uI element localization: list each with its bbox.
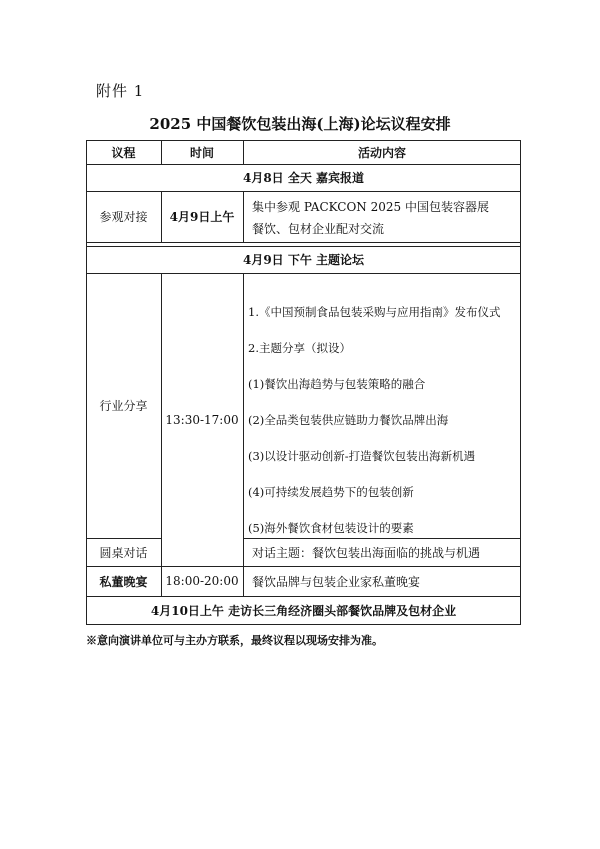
header-time: 时间 xyxy=(189,145,214,160)
list-item: (1)餐饮出海趋势与包装策略的融合 xyxy=(248,377,426,391)
banquet-content: 餐饮品牌与包装企业家私董晚宴 xyxy=(252,574,421,589)
day1-row: 4月8日 全天 嘉宾报道 xyxy=(242,171,365,185)
list-item: (3)以设计驱动创新-打造餐饮包装出海新机遇 xyxy=(248,449,476,463)
page-title: 2025 中国餐饮包装出海(上海)论坛议程安排 xyxy=(149,115,451,133)
banquet-agenda: 私董晚宴 xyxy=(99,574,148,589)
visit-time: 4月9日上午 xyxy=(169,210,235,224)
day3-row: 4月10日上午 走访长三角经济圈头部餐饮品牌及包材企业 xyxy=(150,603,457,618)
banquet-time: 18:00-20:00 xyxy=(165,574,239,588)
attachment-label: 附件 1 xyxy=(96,82,145,100)
industry-items xyxy=(248,302,500,554)
industry-agenda: 行业分享 xyxy=(99,399,148,413)
footnote: ※意向演讲单位可与主办方联系，最终议程以现场安排为准。 xyxy=(86,634,383,647)
list-item: (5)海外餐饮食材包装设计的要素 xyxy=(248,521,414,535)
list-item: 1.《中国预制食品包装采购与应用指南》发布仪式 xyxy=(248,305,501,319)
header-agenda: 议程 xyxy=(111,145,136,160)
industry-time: 13:30-17:00 xyxy=(165,412,239,427)
afternoon-row: 4月9日 下午 主题论坛 xyxy=(242,253,365,267)
list-item: 2.主题分享（拟设） xyxy=(248,341,351,355)
roundtable-agenda: 圆桌对话 xyxy=(99,545,148,560)
list-item: (4)可持续发展趋势下的包装创新 xyxy=(248,485,414,499)
header-content: 活动内容 xyxy=(357,145,406,160)
list-item: (2)全品类包装供应链助力餐饮品牌出海 xyxy=(248,413,449,427)
visit-line-1: 集中参观 PACKCON 2025 中国包装容器展 xyxy=(252,199,489,214)
visit-line-2: 餐饮、包材企业配对交流 xyxy=(252,221,385,236)
visit-agenda: 参观对接 xyxy=(99,210,148,224)
roundtable-content: 对话主题：餐饮包装出海面临的挑战与机遇 xyxy=(252,545,481,560)
